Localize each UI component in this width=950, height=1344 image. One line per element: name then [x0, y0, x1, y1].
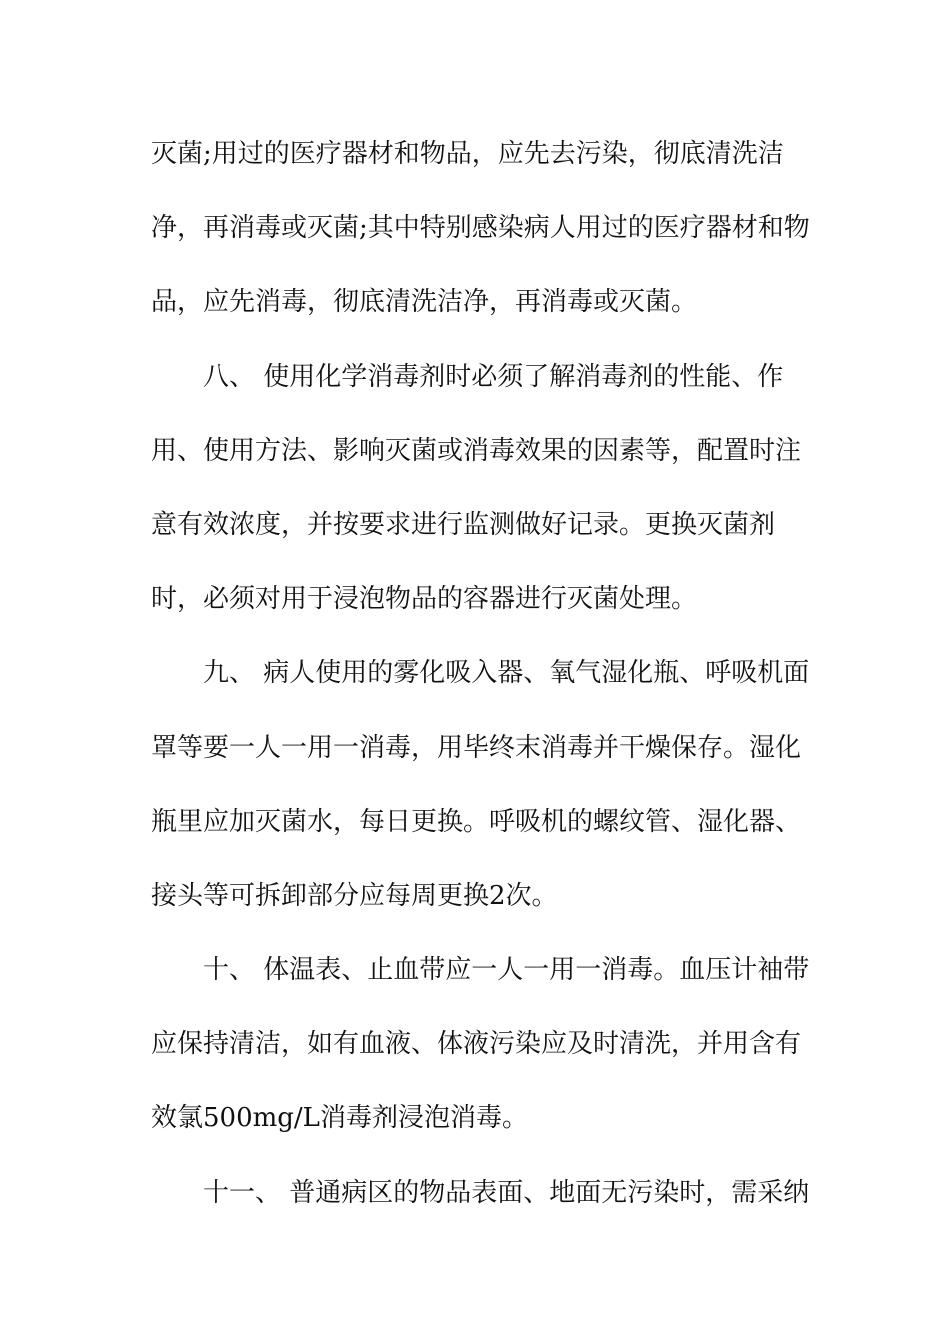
document-body — [151, 128, 811, 1241]
text-line: 净，再消毒或灭菌;其中特别感染病人用过的医疗器材和物 — [151, 213, 810, 244]
text-line: 用、使用方法、影响灭菌或消毒效果的因素等，配置时注 — [151, 435, 802, 466]
text-line: 瓶里应加灭菌水，每日更换。呼吸机的螺纹管、湿化器、 — [151, 806, 802, 837]
text-line: 灭菌;用过的医疗器材和物品，应先去污染，彻底清洗洁 — [151, 139, 784, 169]
section-10-heading-line: 十、 体温表、止血带应一人一用一消毒。血压计袖带 — [203, 955, 810, 986]
text-line: 时，必须对用于浸泡物品的容器进行灭菌处理。 — [151, 584, 698, 615]
section-9-heading-line: 九、 病人使用的雾化吸入器、氧气湿化瓶、呼吸机面 — [203, 658, 810, 689]
text-line: 意有效浓度，并按要求进行监测做好记录。更换灭菌剂 — [151, 509, 776, 540]
section-8-heading-line: 八、 使用化学消毒剂时必须了解消毒剂的性能、作 — [203, 361, 784, 392]
text-line: 应保持清洁，如有血液、体液污染应及时清洗，并用含有 — [151, 1029, 802, 1060]
text-line: 品，应先消毒，彻底清洗洁净，再消毒或灭菌。 — [151, 287, 698, 318]
text-line: 罩等要一人一用一消毒，用毕终末消毒并干燥保存。湿化 — [151, 732, 802, 763]
section-11-heading-line: 十一、 普通病区的物品表面、地面无污染时，需采纳 — [203, 1177, 810, 1208]
text-line: 效氯500mg/L消毒剂浸泡消毒。 — [151, 1103, 528, 1134]
text-line: 接头等可拆卸部分应每周更换2次。 — [151, 880, 558, 911]
